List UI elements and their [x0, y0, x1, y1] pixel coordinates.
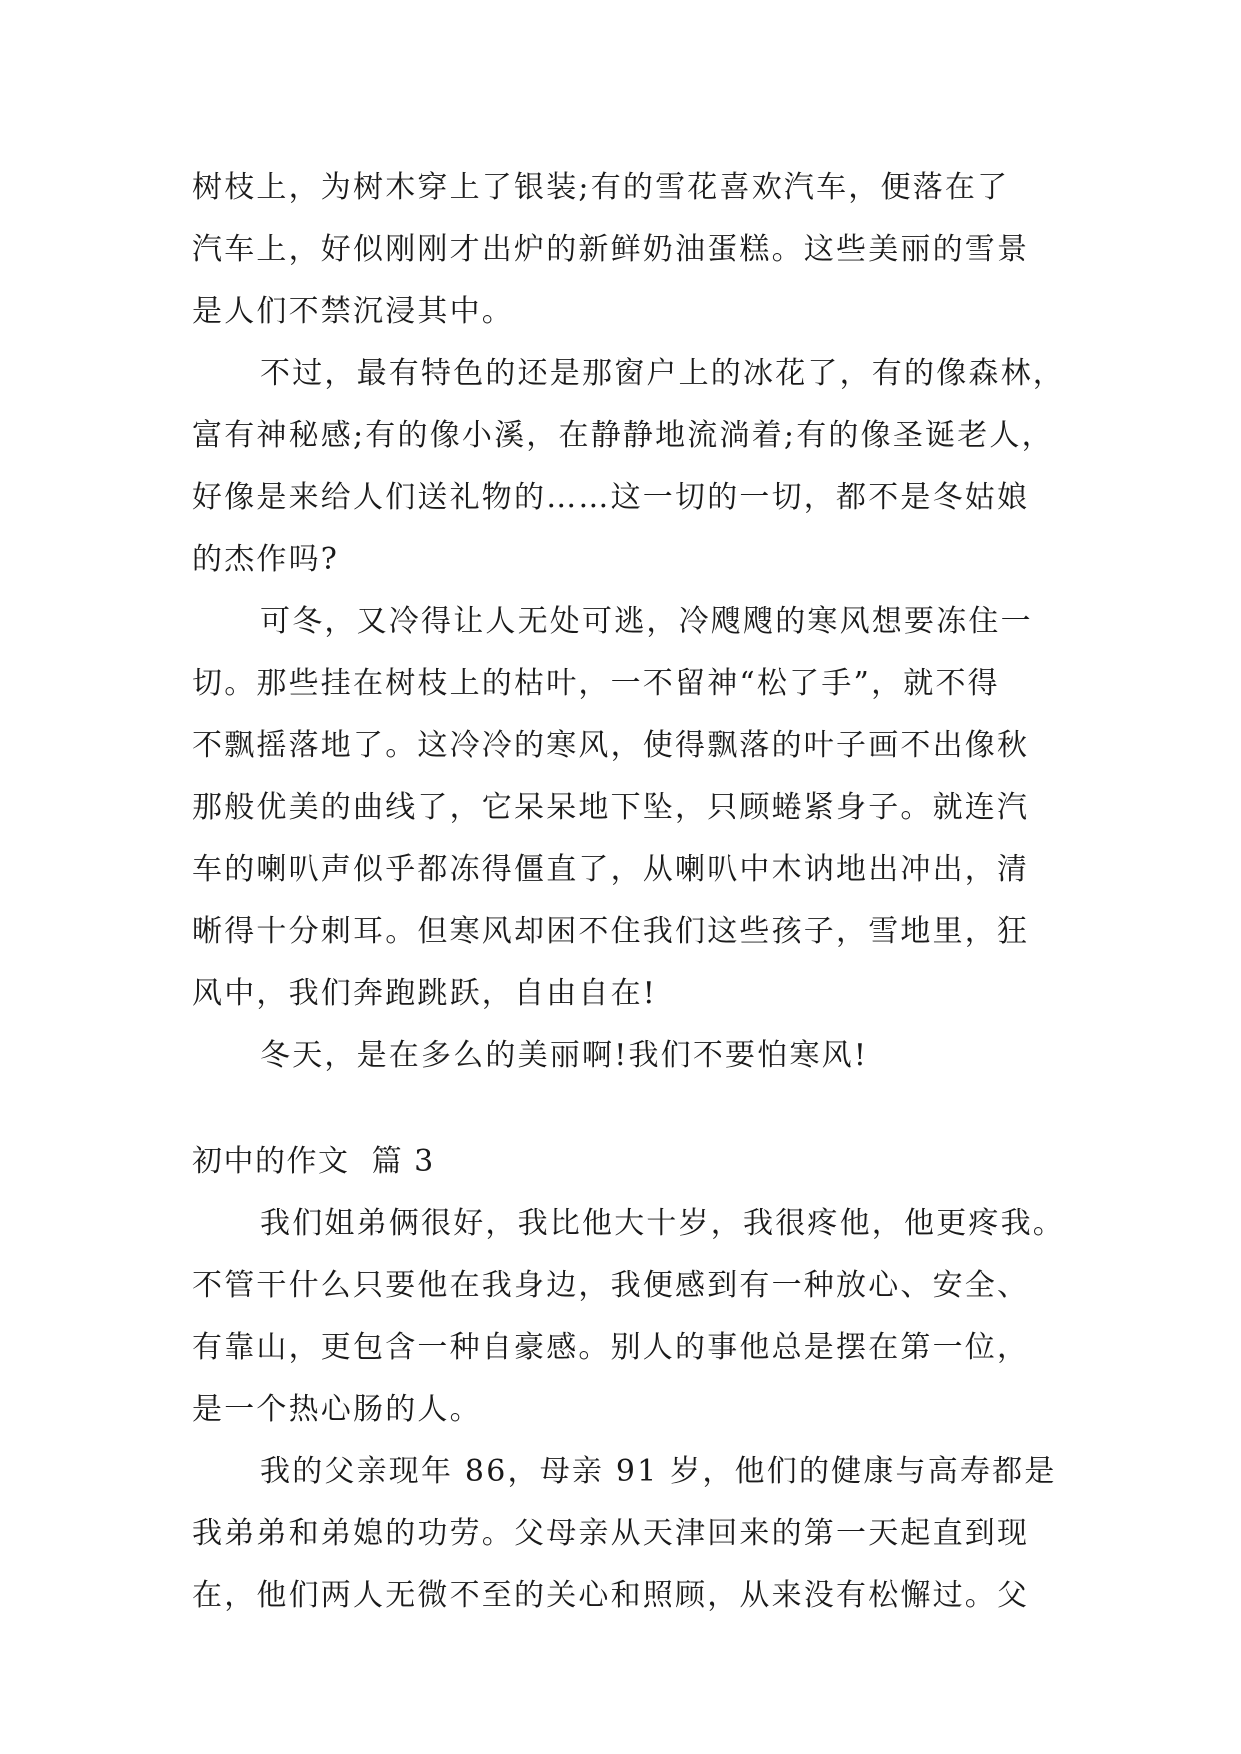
- text-line: 不飘摇落地了。这冷冷的寒风，使得飘落的叶子画不出像秋: [192, 728, 1030, 763]
- text-line: 我弟弟和弟媳的功劳。父母亲从天津回来的第一天起直到现: [192, 1516, 1030, 1551]
- text-line: 好像是来给人们送礼物的……这一切的一切，都不是冬姑娘: [192, 480, 1030, 515]
- text-line: 可冬，又冷得让人无处可逃，冷飕飕的寒风想要冻住一: [260, 604, 1033, 639]
- text-line: 有靠山，更包含一种自豪感。别人的事他总是摆在第一位，: [192, 1330, 1030, 1365]
- text-line: 那般优美的曲线了，它呆呆地下坠，只顾蜷紧身子。就连汽: [192, 790, 1030, 825]
- section-spacer: [192, 1087, 1072, 1131]
- text-line: 在，他们两人无微不至的关心和照顾，从来没有松懈过。父: [192, 1578, 1030, 1613]
- text-line: 车的喇叭声似乎都冻得僵直了，从喇叭中木讷地出冲出，清: [192, 852, 1030, 887]
- text-line: 切。那些挂在树枝上的枯叶，一不留神“松了手”，就不得: [192, 666, 1000, 701]
- text-line: 不管干什么只要他在我身边，我便感到有一种放心、安全、: [192, 1268, 1030, 1303]
- text-line: 树枝上，为树木穿上了银装;有的雪花喜欢汽车，便落在了: [192, 170, 1010, 205]
- text-line: 晰得十分刺耳。但寒风却困不住我们这些孩子，雪地里，狂: [192, 914, 1030, 949]
- document-body: [192, 157, 1072, 1627]
- text-line: 是人们不禁沉浸其中。: [192, 294, 514, 329]
- text-line: 不过，最有特色的还是那窗户上的冰花了，有的像森林，: [260, 356, 1065, 391]
- text-line: 汽车上，好似刚刚才出炉的新鲜奶油蛋糕。这些美丽的雪景: [192, 232, 1030, 267]
- text-line: 冬天，是在多么的美丽啊!我们不要怕寒风!: [260, 1038, 869, 1073]
- text-line: 的杰作吗?: [192, 542, 340, 577]
- text-line: 富有神秘感;有的像小溪，在静静地流淌着;有的像圣诞老人，: [192, 418, 1054, 453]
- text-line: 风中，我们奔跑跳跃，自由自在!: [192, 976, 658, 1011]
- text-line: 是一个热心肠的人。: [192, 1392, 482, 1427]
- text-line: 我的父亲现年 86，母亲 91 岁，他们的健康与高寿都是: [260, 1454, 1057, 1489]
- text-line: 我们姐弟俩很好，我比他大十岁，我很疼他，他更疼我。: [260, 1206, 1065, 1241]
- section-heading: 初中的作文 篇 3: [192, 1144, 435, 1179]
